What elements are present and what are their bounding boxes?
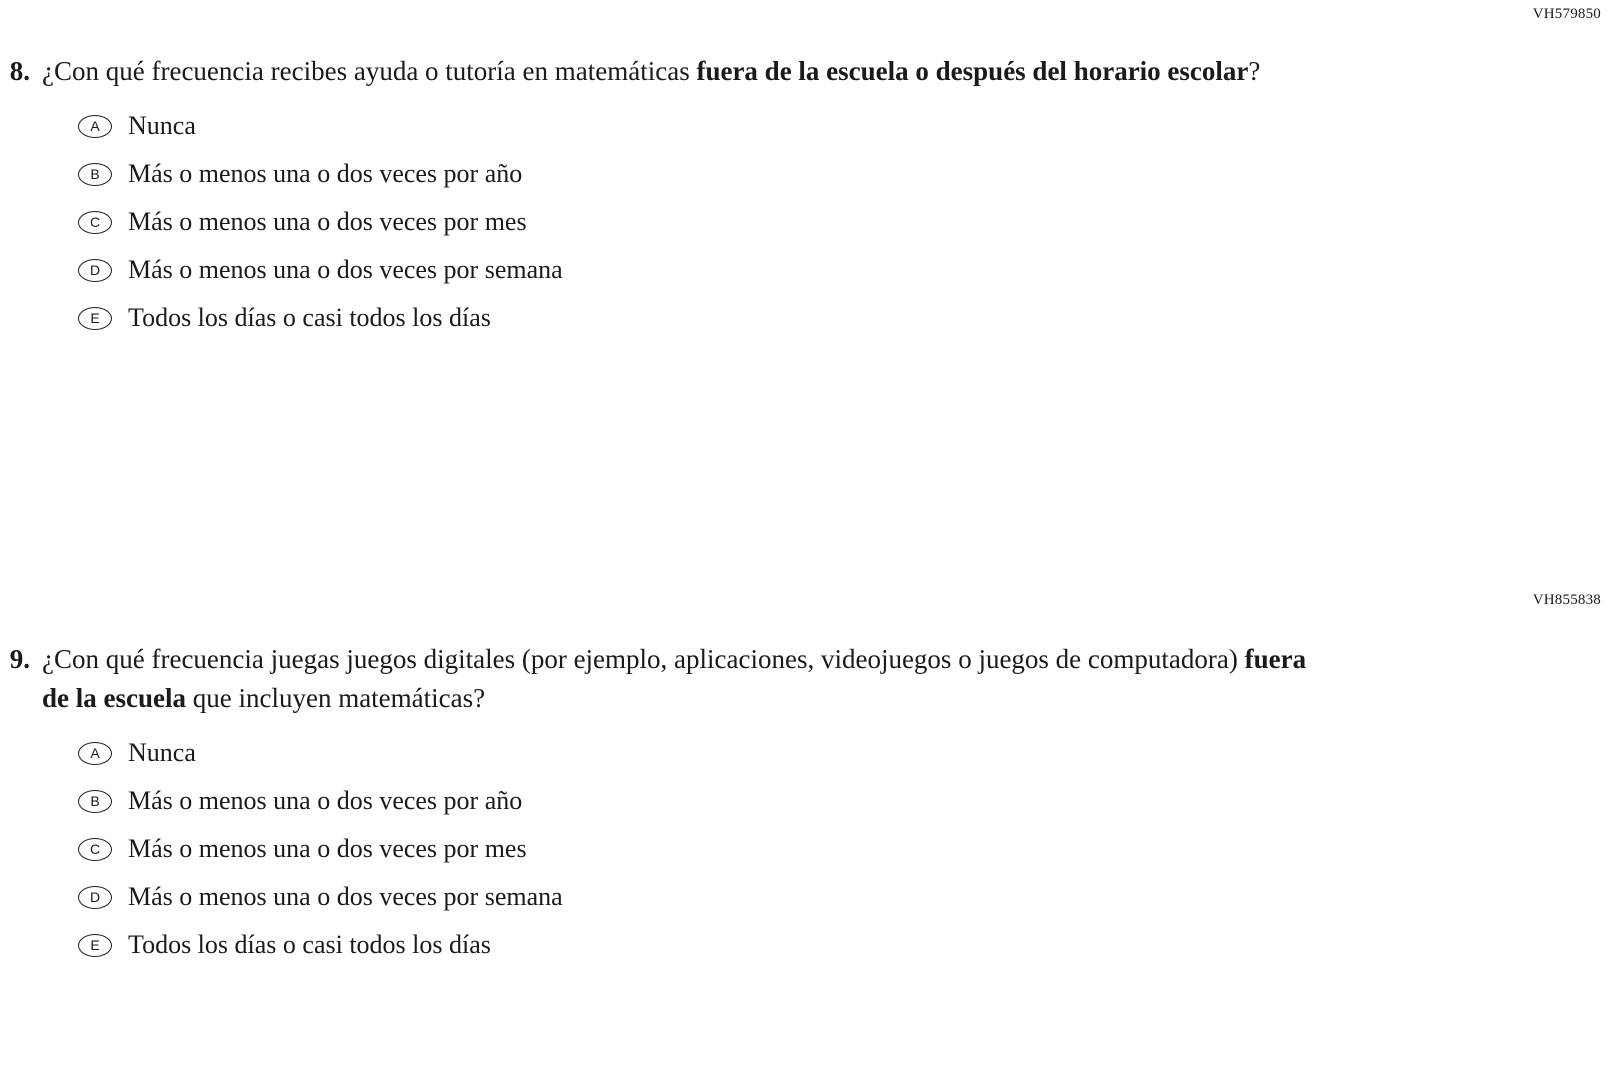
- question-number-1: 8.: [9, 56, 30, 86]
- option-bubble-a-icon[interactable]: A: [78, 742, 112, 765]
- option-bubble-c-icon[interactable]: C: [78, 211, 112, 234]
- answer-option[interactable]: [78, 784, 1360, 818]
- question-block-2: [0, 640, 1360, 976]
- item-code-1: VH579850: [1532, 6, 1601, 22]
- answer-option[interactable]: [78, 832, 1360, 866]
- option-label: Más o menos una o dos veces por semana: [128, 882, 563, 911]
- option-bubble-b-icon[interactable]: B: [78, 790, 112, 813]
- question-text-segment: ?: [1248, 56, 1261, 86]
- answer-option[interactable]: [78, 736, 1360, 770]
- option-label: Más o menos una o dos veces por año: [128, 786, 523, 815]
- question-text-1: [42, 52, 1260, 91]
- options-list-2: [0, 736, 1360, 962]
- question-block-1: [0, 52, 1360, 349]
- answer-option[interactable]: [78, 157, 1360, 191]
- answer-option[interactable]: [78, 205, 1360, 239]
- answer-option[interactable]: [78, 301, 1360, 335]
- question-row-1: [0, 52, 1360, 91]
- option-label: Nunca: [128, 111, 196, 140]
- option-label: Todos los días o casi todos los días: [128, 303, 491, 332]
- question-text-segment: que incluyen matemáticas?: [185, 683, 486, 713]
- question-text-segment: fuera de la escuela: [42, 644, 1307, 713]
- option-bubble-c-icon[interactable]: C: [78, 838, 112, 861]
- answer-option[interactable]: [78, 109, 1360, 143]
- option-label: Nunca: [128, 738, 196, 767]
- answer-option[interactable]: [78, 253, 1360, 287]
- option-bubble-d-icon[interactable]: D: [78, 886, 112, 909]
- question-text-segment: ¿Con qué frecuencia recibes ayuda o tutoría en matemáticas: [42, 56, 697, 86]
- option-label: Más o menos una o dos veces por mes: [128, 834, 527, 863]
- question-number-2: 9.: [9, 644, 30, 674]
- option-label: Más o menos una o dos veces por mes: [128, 207, 527, 236]
- option-bubble-e-icon[interactable]: E: [78, 934, 112, 957]
- question-text-segment: ¿Con qué frecuencia juegas juegos digitales (por ejemplo, aplicaciones, videojuegos o juegos de computadora): [42, 644, 1245, 674]
- question-text-segment: fuera de la escuela o después del horario escolar: [696, 56, 1249, 86]
- option-bubble-e-icon[interactable]: E: [78, 307, 112, 330]
- answer-option[interactable]: [78, 880, 1360, 914]
- item-code-2: VH855838: [1532, 592, 1601, 608]
- option-label: Más o menos una o dos veces por semana: [128, 255, 563, 284]
- question-text-2: [42, 640, 1312, 718]
- option-label: Más o menos una o dos veces por año: [128, 159, 523, 188]
- option-bubble-b-icon[interactable]: B: [78, 163, 112, 186]
- question-row-2: [0, 640, 1360, 718]
- option-bubble-d-icon[interactable]: D: [78, 259, 112, 282]
- answer-option[interactable]: [78, 928, 1360, 962]
- option-bubble-a-icon[interactable]: A: [78, 115, 112, 138]
- options-list-1: [0, 109, 1360, 335]
- option-label: Todos los días o casi todos los días: [128, 930, 491, 959]
